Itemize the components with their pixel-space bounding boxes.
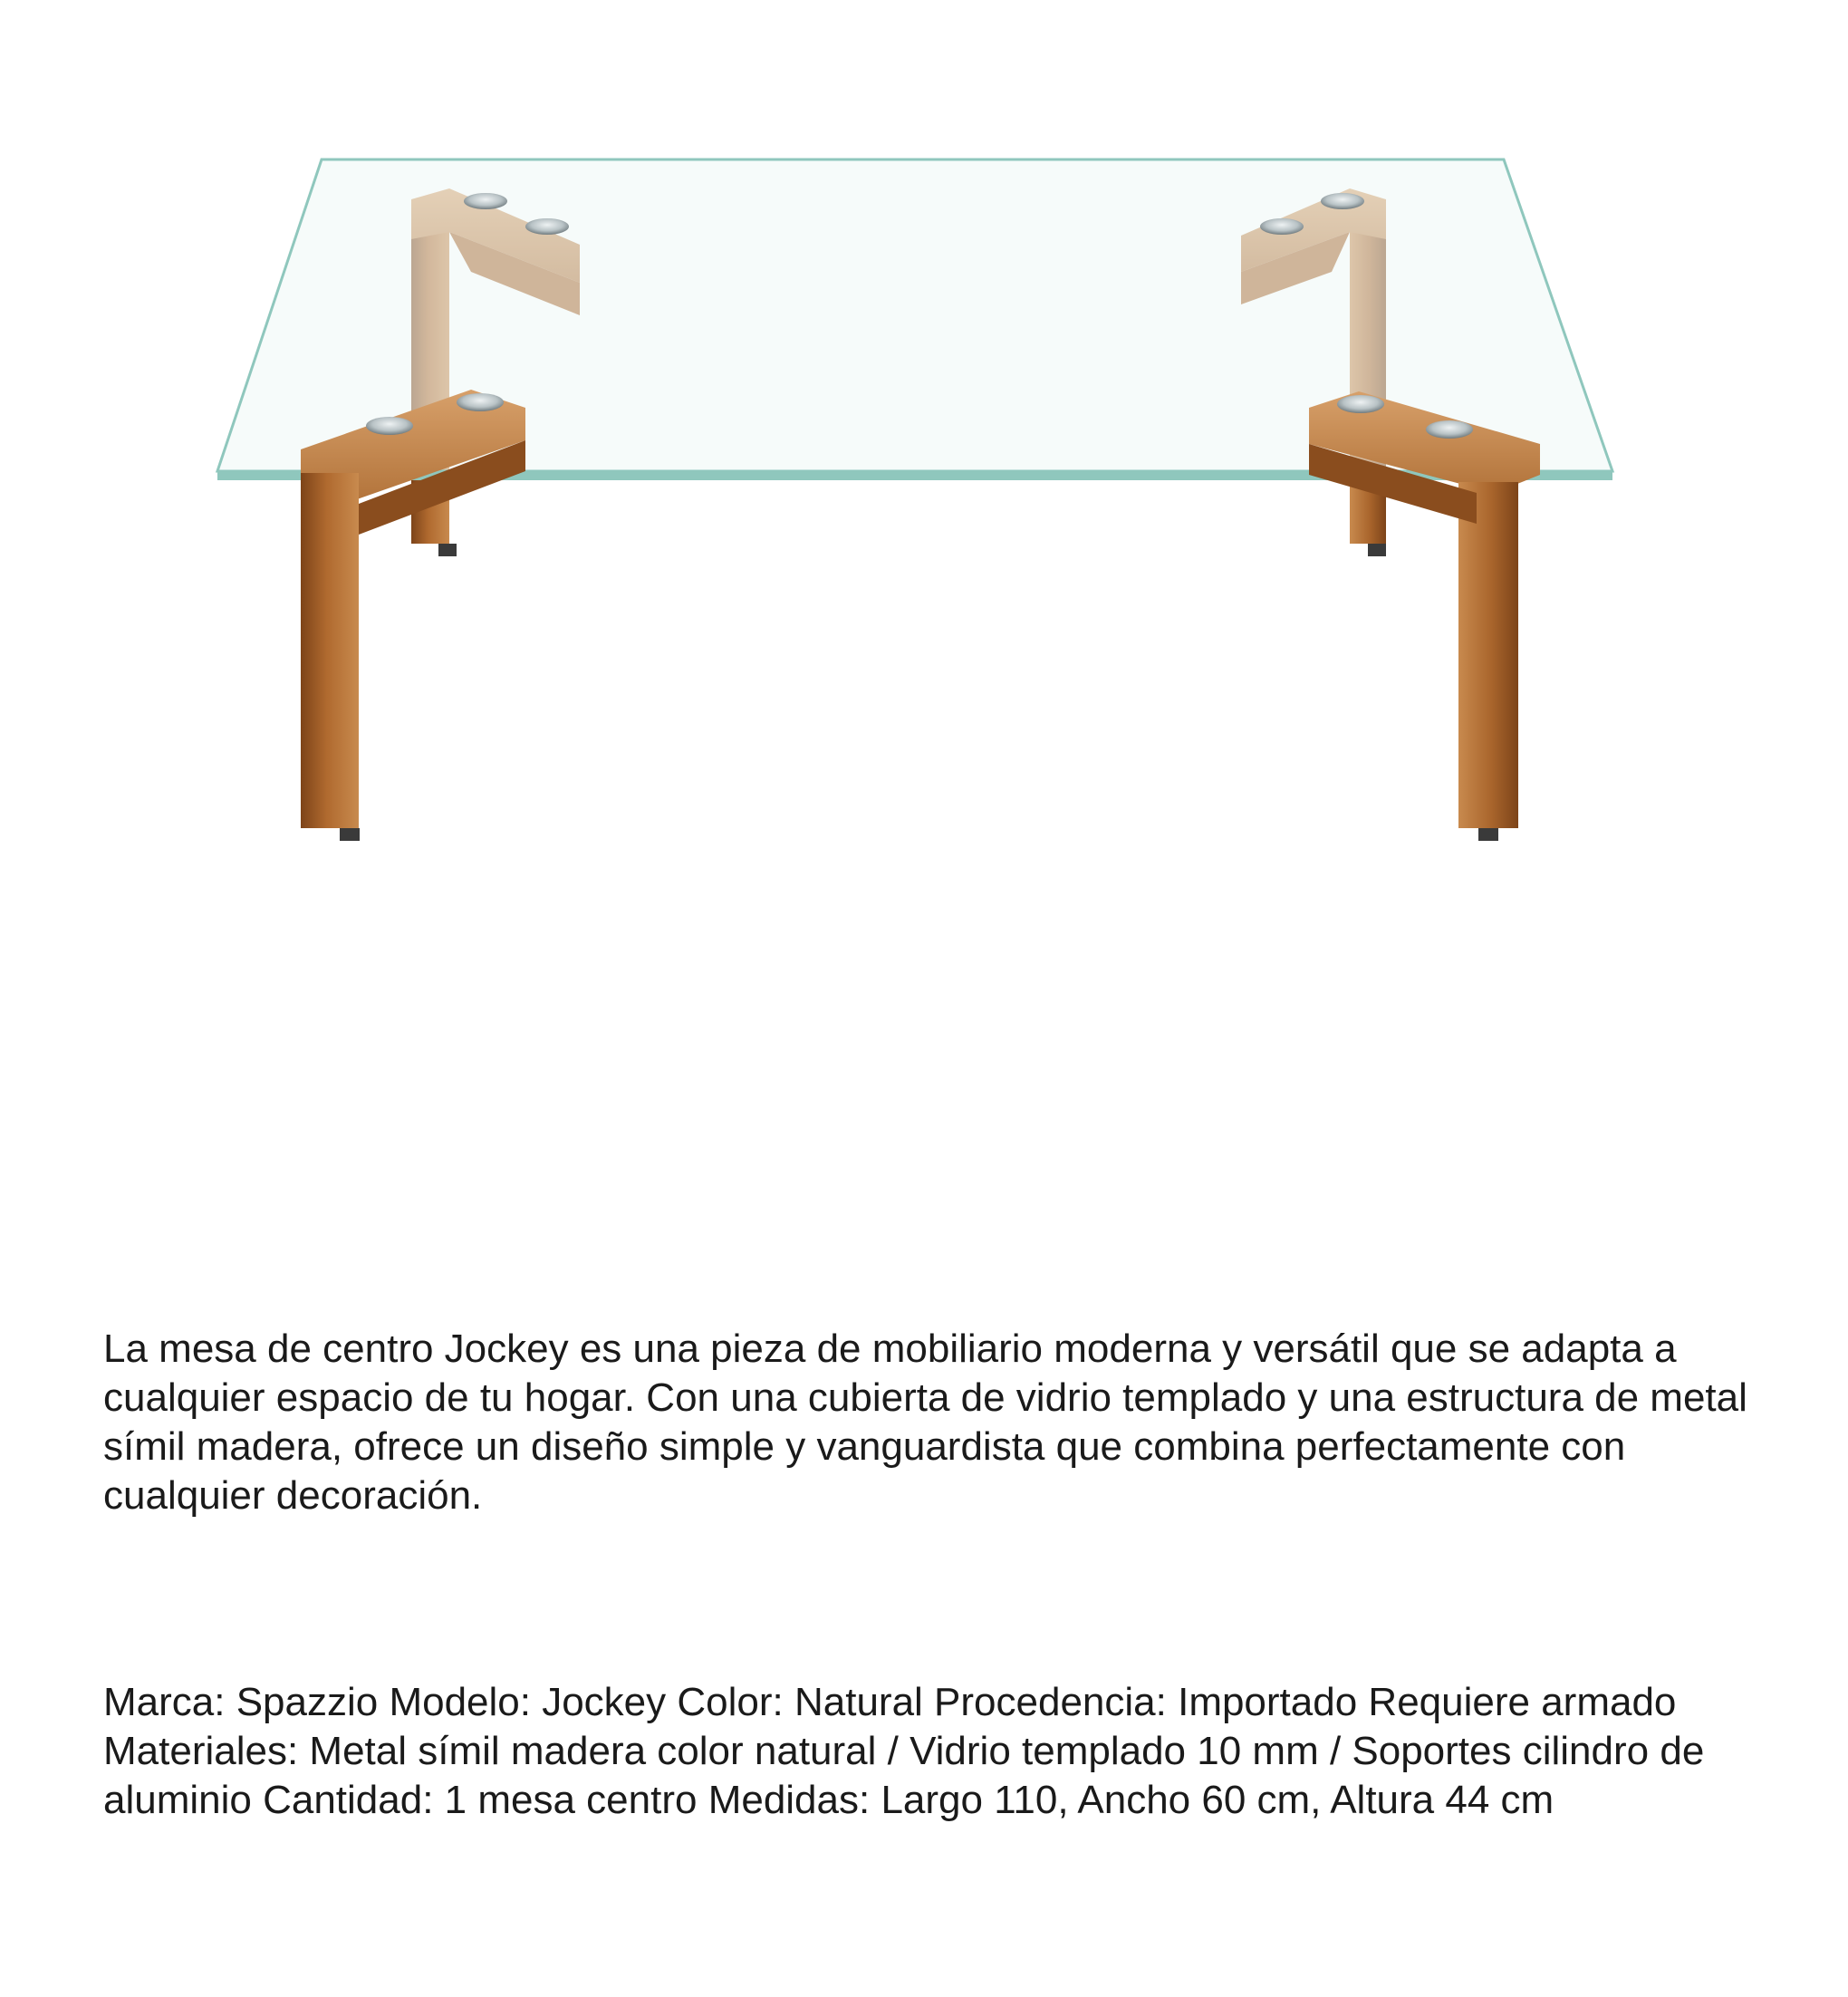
front-left-leg — [301, 390, 525, 841]
product-description: La mesa de centro Jockey es una pieza de mobiliario moderna y versátil que se adapta a cualquier espacio de tu hogar. Con una cubierta de vidrio templado y una estructura de metal símil madera, ofrece un diseño simple y vanguardista que combina perfectamente con cualquier decoración. — [103, 1327, 1747, 1518]
product-image — [199, 145, 1649, 906]
product-specs: Marca: Spazzio Modelo: Jockey Color: Natural Procedencia: Importado Requiere armado Materiales: Metal símil madera color natural / Vidrio templado 10 mm / Soportes cilindro de aluminio Cantidad: 1 mesa centro Medidas: Largo 110, Ancho 60 cm, Altura 44 cm — [103, 1680, 1705, 1822]
front-right-leg — [1309, 391, 1540, 841]
coffee-table-illustration — [199, 145, 1649, 906]
